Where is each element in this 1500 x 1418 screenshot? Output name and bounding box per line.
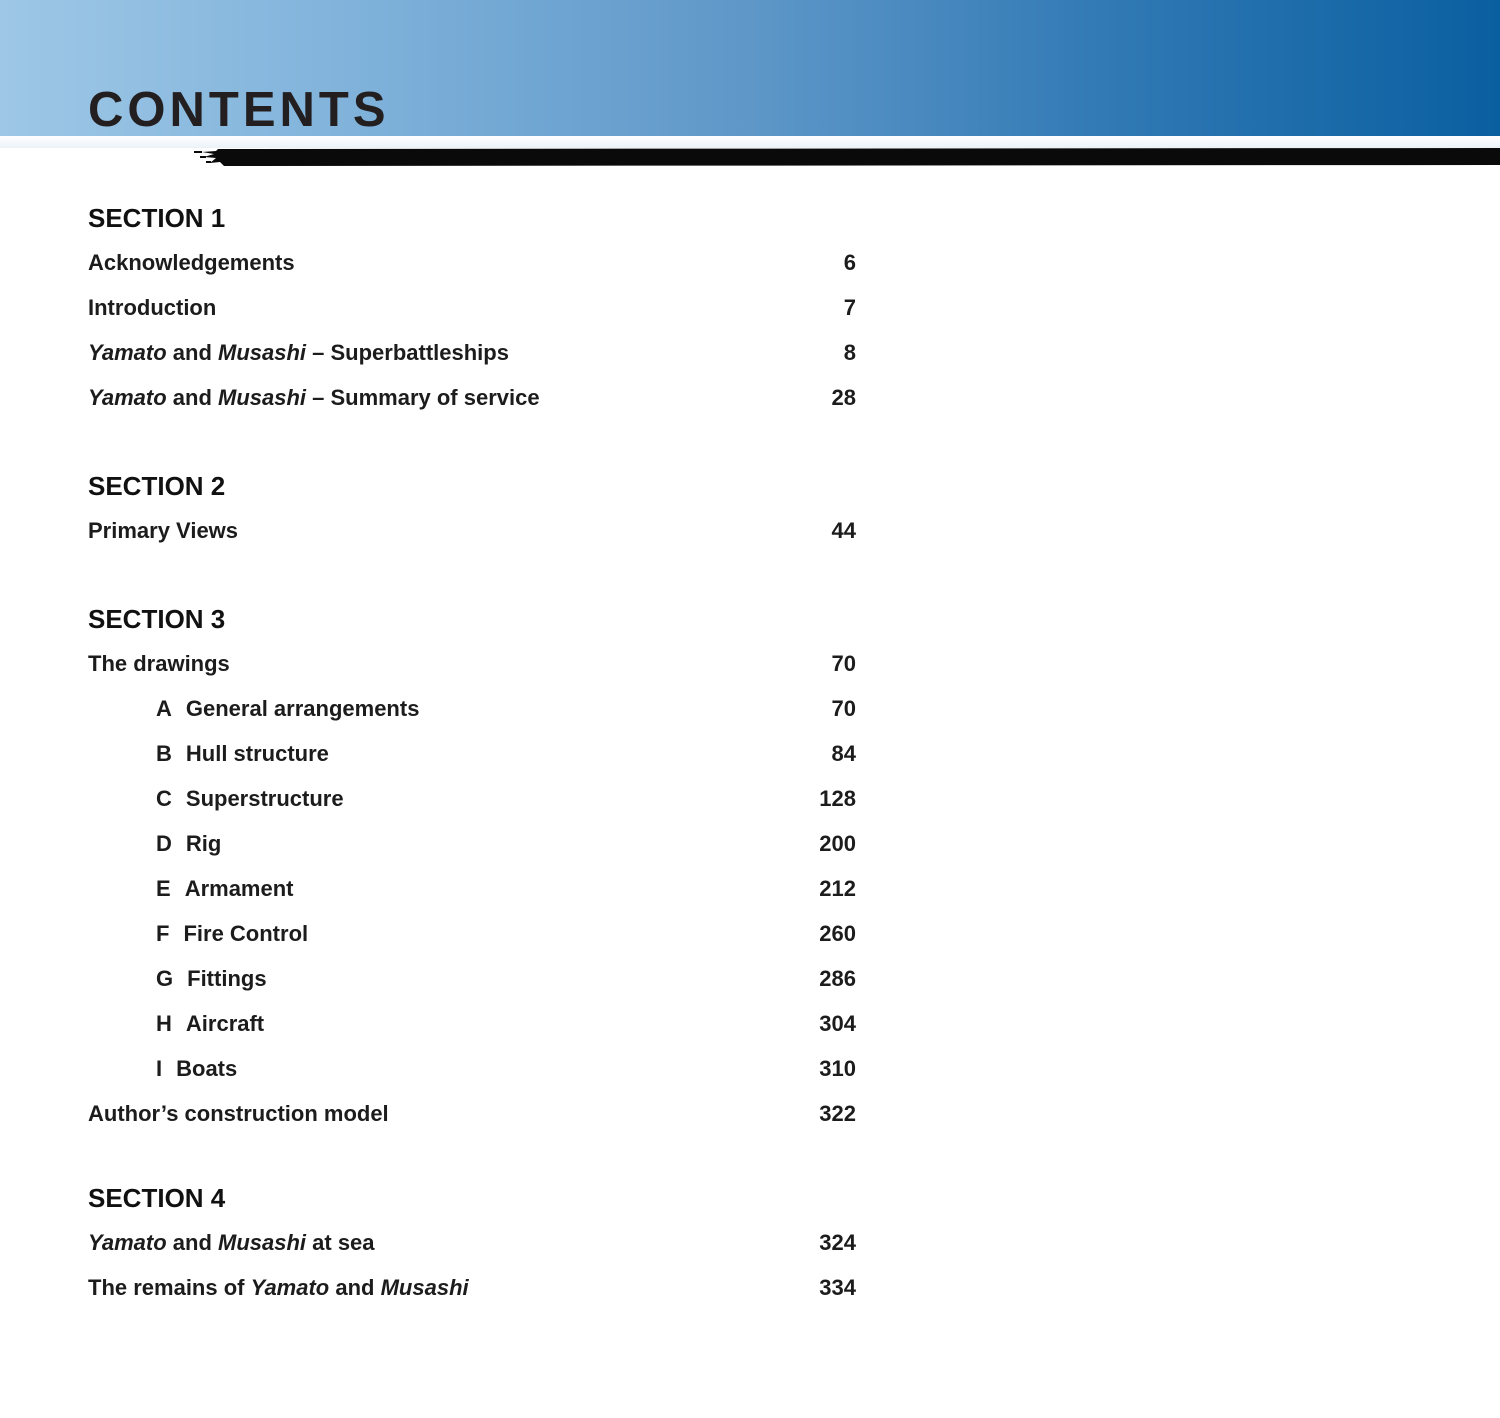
entry-title: Fire Control (183, 921, 309, 946)
section-heading: SECTION 1 (88, 203, 226, 233)
toc-entry-superbattleships[interactable] (88, 330, 856, 375)
toc-subentry-armament[interactable] (88, 866, 856, 911)
entry-title: Primary Views (88, 518, 239, 543)
page-title: CONTENTS (88, 83, 390, 137)
page-number: 6 (843, 250, 856, 275)
toc-entry-the-remains[interactable] (88, 1265, 856, 1310)
section-4 (88, 1176, 856, 1310)
subentry-letter: F (156, 921, 170, 946)
entry-title: The remains of Yamato and Musashi (88, 1275, 469, 1300)
entry-title: Fittings (187, 966, 267, 991)
subentry-letter: G (156, 966, 174, 991)
section-1 (88, 196, 856, 420)
entry-title: Hull structure (185, 741, 329, 766)
section-2 (88, 464, 856, 553)
page-number: 322 (819, 1101, 856, 1126)
entry-title: Superstructure (185, 786, 344, 811)
toc-subentry-general-arrangements[interactable] (88, 686, 856, 731)
subentry-letter: B (156, 741, 172, 766)
toc-entry-at-sea[interactable] (88, 1220, 856, 1265)
page-number: 70 (831, 651, 856, 676)
toc-subentry-boats[interactable] (88, 1046, 856, 1091)
page-number: 334 (819, 1275, 856, 1300)
toc-entry-summary-of-service[interactable] (88, 375, 856, 420)
page-number: 128 (819, 786, 856, 811)
page-number: 44 (831, 518, 856, 543)
toc-entry-acknowledgements[interactable] (88, 240, 856, 285)
section-3 (88, 597, 856, 1136)
page-number: 84 (831, 741, 856, 766)
toc-entry-the-drawings[interactable] (88, 641, 856, 686)
entry-title: Aircraft (185, 1011, 265, 1036)
page-number: 200 (819, 831, 856, 856)
toc-subentry-fire-control[interactable] (88, 911, 856, 956)
toc-subentry-superstructure[interactable] (88, 776, 856, 821)
page-number: 70 (831, 696, 856, 721)
subentry-letter: H (156, 1011, 172, 1036)
toc-entry-primary-views[interactable] (88, 508, 856, 553)
toc-subentry-hull-structure[interactable] (88, 731, 856, 776)
entry-title: Boats (176, 1056, 238, 1081)
page-number: 324 (819, 1230, 856, 1255)
subentry-letter: E (156, 876, 171, 901)
table-of-contents (88, 196, 856, 1310)
page-number: 304 (819, 1011, 856, 1036)
entry-title: Yamato and Musashi at sea (88, 1230, 375, 1255)
toc-subentry-fittings[interactable] (88, 956, 856, 1001)
page-number: 310 (819, 1056, 856, 1081)
section-heading: SECTION 4 (88, 1183, 226, 1213)
entry-title: The drawings (88, 651, 230, 676)
section-heading: SECTION 2 (88, 471, 226, 501)
subentry-letter: I (156, 1056, 163, 1081)
page-number: 7 (843, 295, 856, 320)
subentry-letter: A (156, 696, 172, 721)
entry-title: Armament (184, 876, 294, 901)
entry-title: Author’s construction model (88, 1101, 389, 1126)
entry-title: Rig (185, 831, 222, 856)
section-heading: SECTION 3 (88, 604, 226, 634)
toc-subentry-rig[interactable] (88, 821, 856, 866)
subentry-letter: D (156, 831, 172, 856)
toc-entry-introduction[interactable] (88, 285, 856, 330)
toc-subentry-aircraft[interactable] (88, 1001, 856, 1046)
page-number: 28 (831, 385, 856, 410)
toc-entry-construction-model[interactable] (88, 1091, 856, 1136)
page-number: 8 (843, 340, 856, 365)
entry-title: Yamato and Musashi – Summary of service (88, 385, 540, 410)
subentry-letter: C (156, 786, 172, 811)
entry-title: Yamato and Musashi – Superbattleships (88, 340, 509, 365)
page-number: 260 (819, 921, 856, 946)
entry-title: Introduction (88, 295, 217, 320)
page-number: 286 (819, 966, 856, 991)
page-number: 212 (819, 876, 856, 901)
entry-title: General arrangements (185, 696, 420, 721)
entry-title: Acknowledgements (88, 250, 295, 275)
brush-stroke-divider (190, 146, 1500, 168)
